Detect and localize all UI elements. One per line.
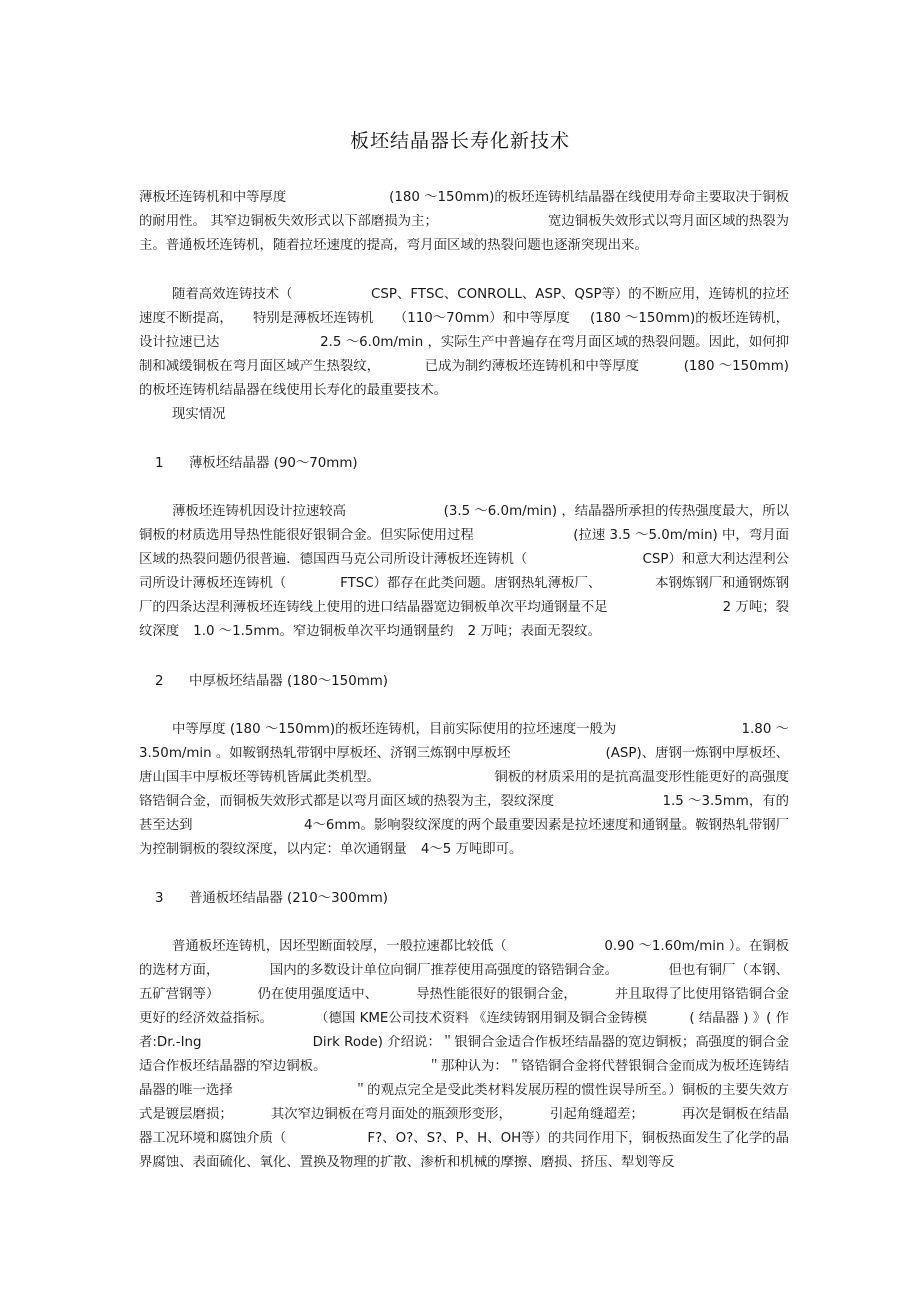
text-run: 厂的四条达涅利薄板坯连铸线上使用的进口结晶器宽边铜板单次平均通钢量不足 [139, 600, 608, 615]
text-run: 铜板的材质选用导热性能很好银铜合金。但实际使用过程 [139, 528, 474, 543]
para2-line [172, 287, 789, 303]
para3-line [139, 576, 789, 592]
text-run: 随着高效连铸技术（ [172, 287, 293, 302]
text-run: 3.50m/min 。如鞍钢热轧带钢中厚板坯、济钢三炼钢中厚板坯 [139, 746, 511, 761]
text-run: CSP、FTSC、CONROLL、ASP、QSP等）的不断应用，连铸机的拉坯 [371, 287, 789, 302]
text-run: 为控制铜板的裂纹深度，以内定：单次通钢量 [139, 842, 407, 857]
para5-line [139, 1107, 789, 1123]
text-run: 五矿营钢等） [139, 987, 220, 1002]
text-run: 薄板坯连铸机因设计拉速较高 [172, 504, 347, 519]
text-run: 唐山国丰中厚板坯等铸机皆属此类机型。 [139, 770, 381, 785]
para2-line [139, 383, 789, 399]
text-run: (180 ～150mm)的板坯连铸机结晶器在线使用寿命主要取决于铜板 [389, 190, 789, 205]
text-run: 1.80 ～ [741, 722, 789, 737]
para3-line [139, 528, 789, 544]
section-heading [155, 891, 388, 907]
para5-line [139, 1059, 789, 1075]
text-run: 适合作板坯结晶器的窄边铜板。 [139, 1059, 327, 1074]
section-number: 1 [155, 456, 164, 471]
intro-line [139, 190, 789, 206]
text-run: 本钢炼钢厂和通钢炼钢 [655, 576, 789, 591]
text-run: 薄板坯连铸机和中等厚度 [139, 190, 287, 205]
text-run: 宽边铜板失效形式以弯月面区域的热裂为 [547, 214, 789, 229]
text-run: 区域的热裂问题仍很普遍．德国西马克公司所设计薄板坯连铸机（ [139, 552, 528, 567]
text-run: 速度不断提高， [139, 311, 233, 326]
text-run: 者:Dr.-Ing [139, 1035, 202, 1050]
text-run: ( 结晶器 ) 》( 作 [689, 1011, 789, 1026]
text-run: 的选材方面， [139, 963, 220, 978]
text-run: 主。普通板坯连铸机，随着拉坯速度的提高，弯月面区域的热裂问题也逐渐突现出来。 [139, 238, 648, 253]
text-run: 导热性能很好的银铜合金， [416, 987, 577, 1002]
text-run: 仍在使用强度适中、 [257, 987, 378, 1002]
para5-line [139, 1011, 789, 1027]
text-run: (ASP)、唐钢一炼钢中厚板坯、 [605, 746, 789, 761]
text-run: 其次窄边铜板在弯月面处的瓶颈形变形， [270, 1107, 512, 1122]
text-run: CSP）和意大利达涅利公 [642, 552, 789, 567]
text-run: 纹深度 [139, 624, 180, 639]
text-run: 式是镀层磨损； [139, 1107, 233, 1122]
text-run: 制和减缓铜板在弯月面区域产生热裂纹， [139, 359, 381, 374]
section-number: 3 [155, 891, 164, 906]
section-heading [155, 456, 358, 472]
text-run: 4～5 万吨即可。 [420, 842, 523, 857]
para2-line [139, 335, 789, 351]
intro-line [139, 214, 789, 230]
text-run: ＂的观点完全是受此类材料发展历程的惯性误导所至。）铜板的主要失效方 [353, 1083, 789, 1098]
text-run: 4～6mm。影响裂纹深度的两个最重要因素是拉坯速度和通钢量。鞍钢热轧带钢厂 [303, 818, 789, 833]
text-run: 国内的多数设计单位向铜厂推荐使用高强度的铬锆铜合金。 [269, 963, 618, 978]
text-run: 界腐蚀、表面硫化、氧化、置换及物理的扩散、渗析和机械的摩擦、磨损、挤压、犁划等反 [139, 1155, 675, 1170]
text-run: 铜板的材质采用的是抗高温变形性能更好的高强度 [494, 770, 789, 785]
section-label: 薄板坯结晶器 (90～70mm) [189, 456, 358, 471]
text-run: （德国 KME公司技术资料 《连续铸钢用铜及铜合金铸模 [315, 1011, 648, 1026]
text-run: 的板坯连铸机结晶器在线使用长寿化的最重要技术。 [139, 383, 447, 398]
para4-line [139, 818, 789, 834]
para5-line [139, 987, 789, 1003]
section-label: 普通板坯结晶器 (210～300mm) [189, 891, 389, 906]
text-run: 0.90 ～1.60m/min ）。在铜板 [604, 939, 789, 954]
para5-line [139, 1155, 789, 1171]
text-run: （110～70mm）和中等厚度 [393, 311, 570, 326]
para5-line [172, 939, 789, 955]
para2-line [172, 407, 789, 423]
text-run: ＂那种认为：＂铬锆铜合金将代替银铜合金而成为板坯连铸结 [427, 1059, 789, 1074]
text-run: 但也有铜厂（本钢、 [668, 963, 789, 978]
text-run: 已成为制约薄板坯连铸机和中等厚度 [424, 359, 639, 374]
para2-line [139, 359, 789, 375]
text-run: 引起角缝超差； [550, 1107, 644, 1122]
text-run: 特别是薄板坯连铸机 [253, 311, 374, 326]
text-run: 1.0 ～1.5mm。窄边铜板单次平均通钢量约 [193, 624, 454, 639]
para3-line [139, 552, 789, 568]
para5-line [139, 1131, 789, 1147]
para4-line [139, 770, 789, 786]
text-run: (3.5 ～6.0m/min) ，结晶器所承担的传热强度最大，所以 [443, 504, 789, 519]
text-run: 铬锆铜合金，而铜板失效形式都是以弯月面区域的热裂为主，裂纹深度 [139, 794, 555, 809]
para4-line [139, 746, 789, 762]
text-run: 晶器的唯一选择 [139, 1083, 233, 1098]
para4-line [139, 842, 789, 858]
text-run: 的耐用性。 其窄边铜板失效形式以下部磨损为主； [139, 214, 438, 229]
text-run: 普通板坯连铸机，因坯型断面较厚，一般拉速都比较低（ [172, 939, 507, 954]
section-label: 中厚板坯结晶器 (180～150mm) [189, 674, 389, 689]
para2-line [139, 311, 789, 327]
text-run: 现实情况 [172, 407, 226, 422]
text-run: 器工况环境和腐蚀介质（ [139, 1131, 287, 1146]
text-run: 司所设计薄板坯连铸机（ [139, 576, 287, 591]
section-number: 2 [155, 674, 164, 689]
text-run: 更好的经济效益指标。 [139, 1011, 273, 1026]
text-run: 2 万吨；表面无裂纹。 [467, 624, 601, 639]
text-run: Dirk Rode) 介绍说：＂银铜合金适合作板坯结晶器的宽边铜板；高强度的铜合金 [312, 1035, 789, 1050]
intro-line [139, 238, 789, 254]
text-run: 再次是铜板在结晶 [681, 1107, 789, 1122]
text-run: 设计拉速已达 [139, 335, 220, 350]
para5-line [139, 963, 789, 979]
text-run: F?、O?、S?、P、H、OH等）的共同作用下，铜板热面发生了化学的晶 [367, 1131, 789, 1146]
para5-line [139, 1083, 789, 1099]
text-run: 并且取得了比使用铬锆铜合金 [614, 987, 789, 1002]
text-run: 2.5 ～6.0m/min ，实际生产中普遍存在弯月面区域的热裂问题。因此，如何抑 [320, 335, 789, 350]
section-heading [155, 674, 388, 690]
para3-line [139, 600, 789, 616]
text-run: 中等厚度 (180 ～150mm)的板坯连铸机，目前实际使用的拉坯速度一般为 [172, 722, 617, 737]
text-run: 2 万吨；裂 [722, 600, 789, 615]
text-run: 1.5 ～3.5mm，有的 [662, 794, 789, 809]
text-run: (180 ～150mm)的板坯连铸机， [589, 311, 789, 326]
para4-line [172, 722, 789, 738]
para4-line [139, 794, 789, 810]
para3-line [172, 504, 789, 520]
text-run: 甚至达到 [139, 818, 193, 833]
page-title: 板坯结晶器长寿化新技术 [349, 130, 570, 152]
para5-line [139, 1035, 789, 1051]
text-run: FTSC）都存在此类问题。唐钢热轧薄板厂、 [340, 576, 602, 591]
para3-line [139, 624, 789, 640]
text-run: (拉速 3.5 ～5.0m/min) 中，弯月面 [573, 528, 789, 543]
text-run: (180 ～150mm) [683, 359, 789, 374]
